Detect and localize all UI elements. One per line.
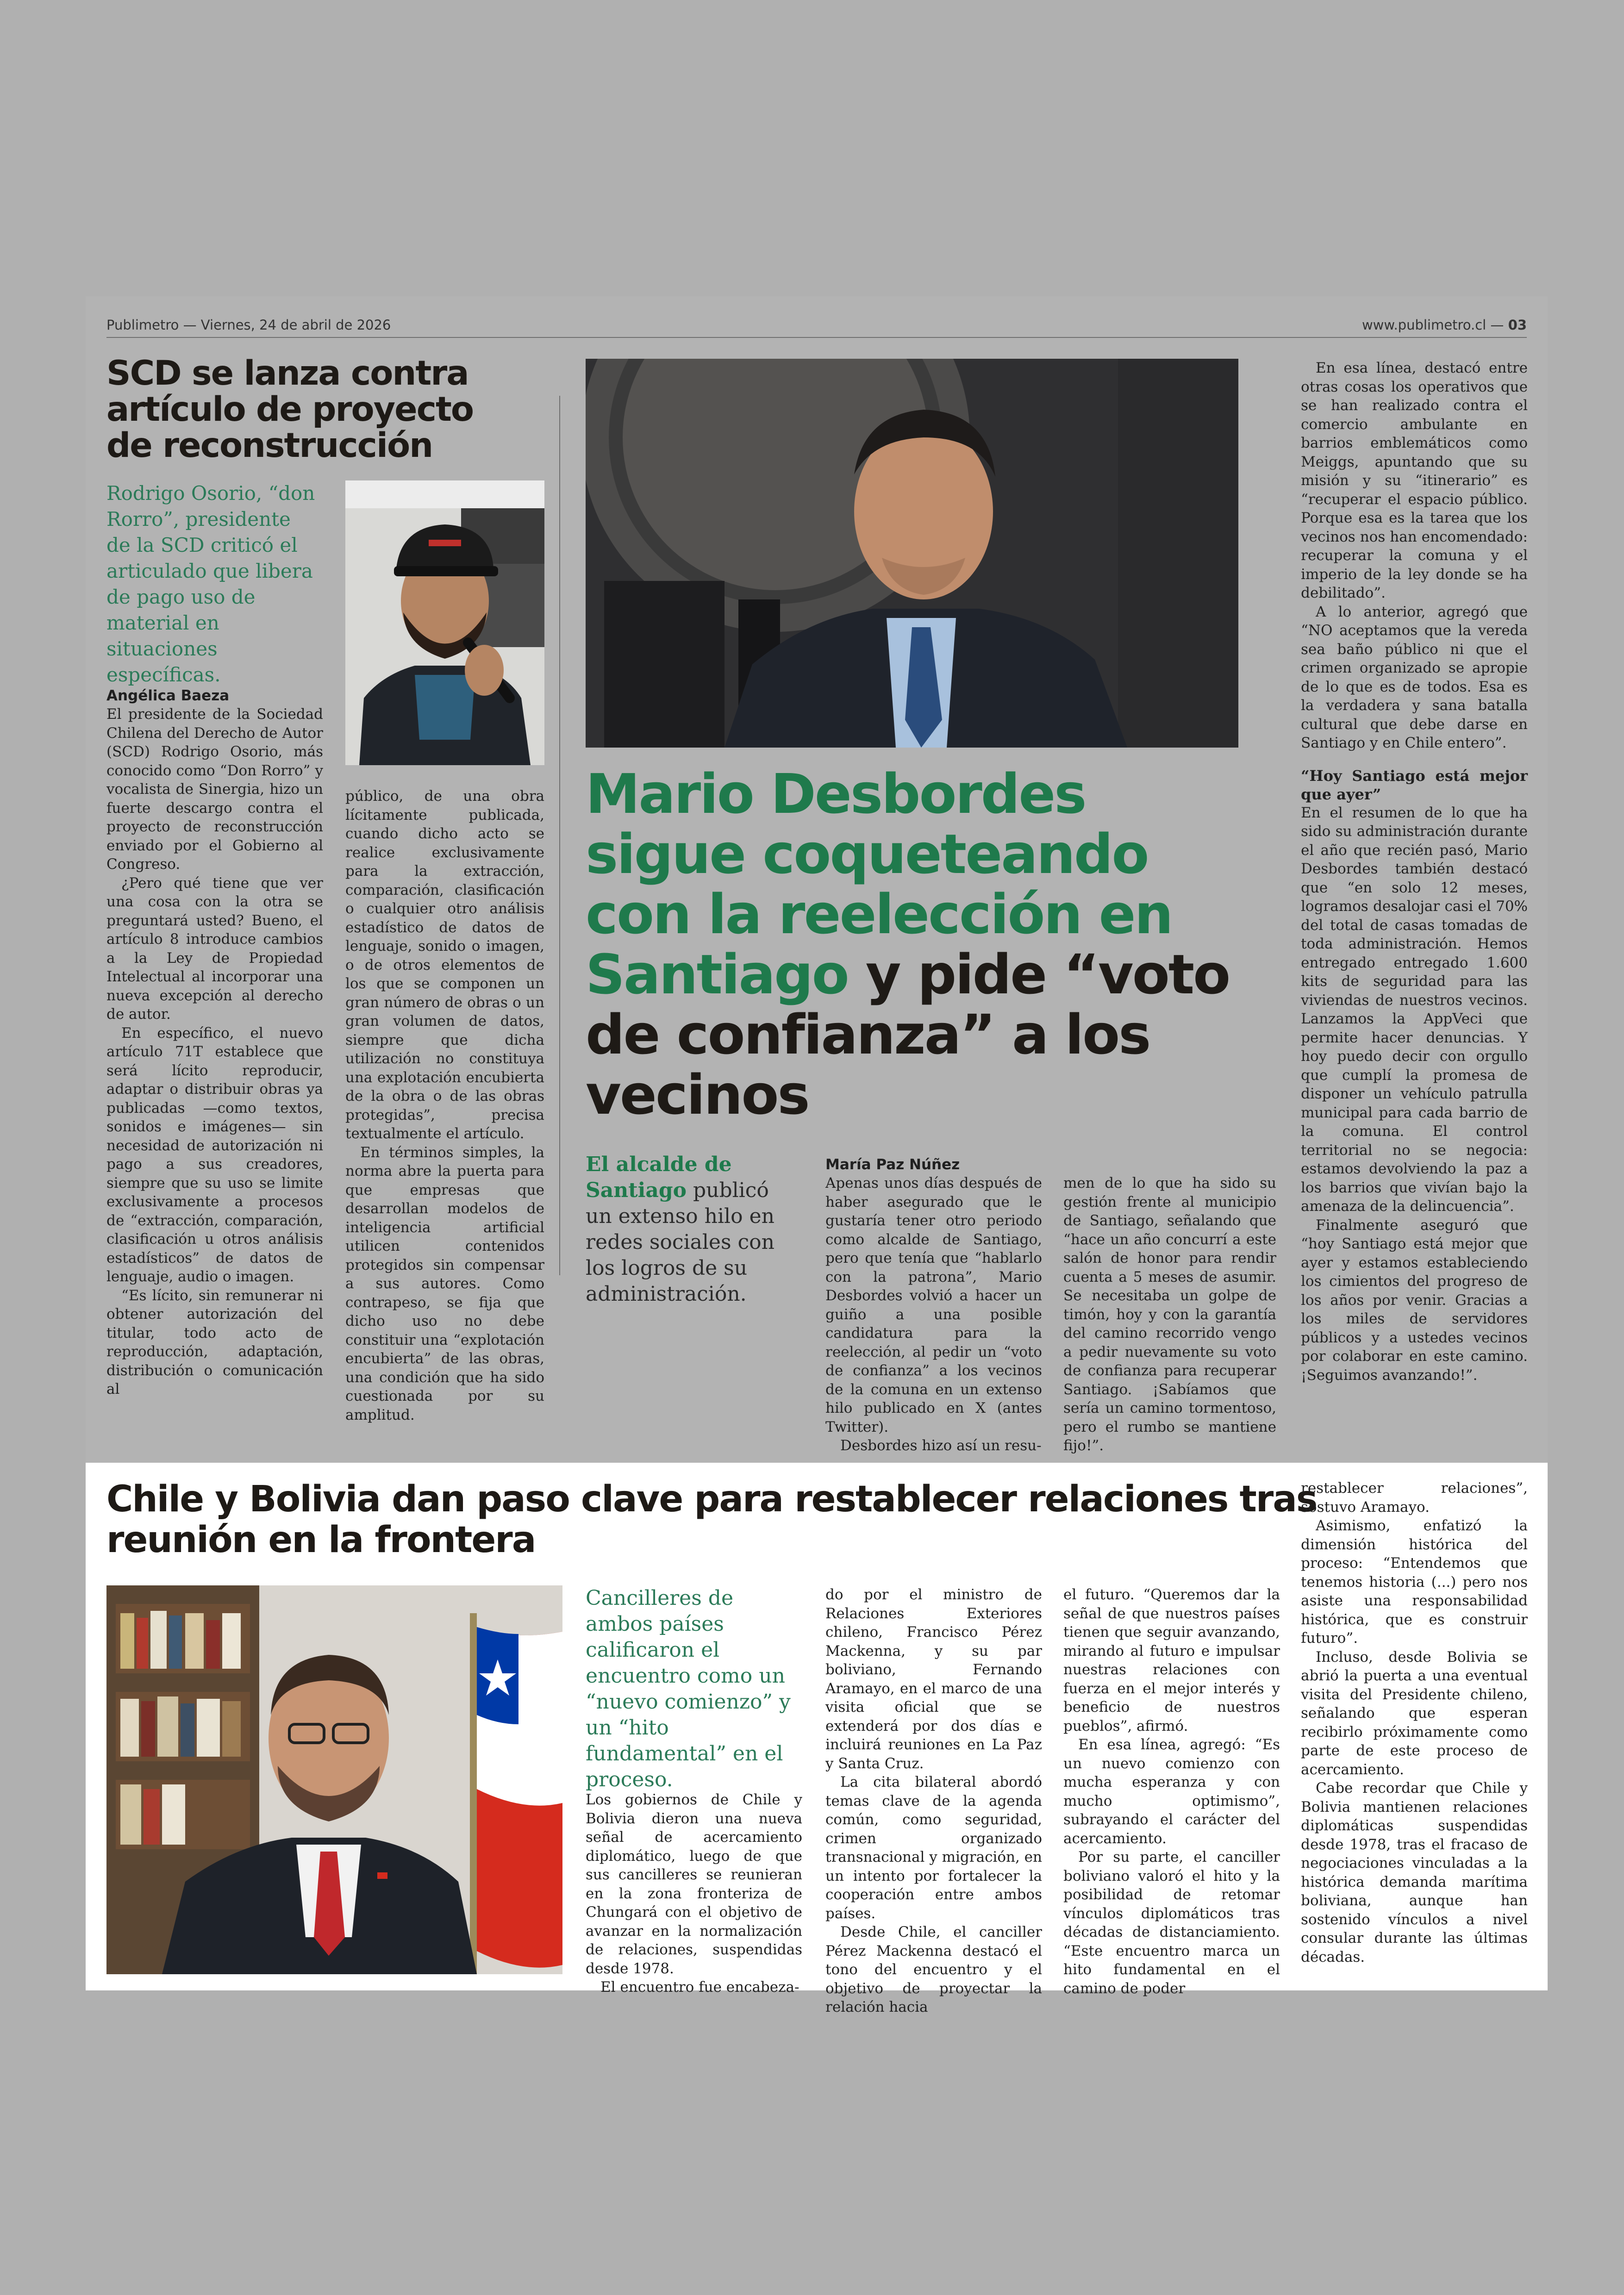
bolivia-title: Chile y Bolivia dan paso clave para restablecer relaciones tras reunión en la frontera — [106, 1478, 1317, 1561]
newspaper-page — [86, 296, 1548, 2015]
column-divider — [559, 396, 560, 1275]
scd-title: SCD se lanza contra artículo de proyecto de reconstrucción — [106, 354, 474, 465]
header-rule — [106, 337, 1527, 338]
scd-paragraph: público, de una obra lícitamente publicada, cuando dicho acto se realice exclusivamente para la extracción, comparación, clasificación o cualquier otro análisis estadístico de datos de lenguaje, sonido o imagen, o de otros elementos de los que se componen un gran número de obras o un gran volumen de datos, siempre que dicha utilización no constituya una explotación encubierta de la obra o de las obras protegidas”, precisa textualmente el artículo. — [345, 788, 544, 1142]
desbordes-paragraph: En el resumen de lo que ha sido su administración durante el año que recién pasó, Mario Desbordes también destacó que “en solo 12 meses, logramos desalojar casi el 70% del total de casas tomadas de toda administración. Hemos entregado entregado 1.600 kits de seguridad para las viviendas de nuestros vecinos. Lanzamos la AppVeci que permite hacer denuncias. Y hoy puedo decir con orgullo que cumplí la promesa de disponer un vehículo patrulla municipal para cada barrio de la comuna. El control territorial no se negocia: estamos devolviendo la paz a los barrios que vivían bajo la amenaza de la delincuencia”. — [1301, 804, 1528, 1215]
desbordes-paragraph: men de lo que ha sido su gestión frente al municipio de Santiago, señalando que “hace un año concurrí a este salón de honor para rendir cuenta a 5 meses de asumir. Se necesitaba un golpe de timón, hoy y con la garantía del camino recorrido vengo a pedir nuevamente su voto de confianza para recuperar Santiago. ¡Sabíamos que sería un camino tormentoso, pero el rumbo se mantiene fijo!”. — [1063, 1175, 1276, 1454]
header-site: www.publimetro.cl — [1362, 317, 1487, 333]
bolivia-paragraph: Desde Chile, el canciller Pérez Mackenna destacó el tono del encuentro y el objetivo de proyectar la relación hacia — [825, 1924, 1042, 2015]
desbordes-subhead: “Hoy Santiago está mejor que ayer” — [1301, 767, 1528, 803]
scd-paragraph: ¿Pero qué tiene que ver una cosa con la otra se preguntará usted? Bueno, el artículo 8 introduce cambios a la Ley de Propiedad Intelectual al incorporar una nueva excepción al derecho de autor. — [106, 874, 323, 1023]
desbordes-column-1 — [825, 1174, 1042, 1455]
page-number: 03 — [1508, 317, 1527, 333]
bolivia-column-2 — [825, 1585, 1042, 2017]
desbordes-title — [586, 764, 1243, 1125]
desbordes-paragraph: Apenas unos días después de haber asegurado que le gustaría tener otro periodo como alcalde de Santiago, pero que tenía que “hablarlo con la patrona”, Mario Desbordes volvió a hacer un guiño a una posible candidatura para la reelección, al pedir un “voto de confianza” a los vecinos de la comuna en un extenso hilo publicado en X (antes Twitter). — [825, 1175, 1042, 1435]
bolivia-paragraph: El encuentro fue encabeza- — [600, 1979, 800, 1996]
osorio-portrait-image — [345, 480, 544, 765]
desbordes-title-green: Mario Desbordes sigue coqueteando con la reelección en Santiago — [586, 762, 1172, 1006]
bolivia-paragraph: Cabe recordar que Chile y Bolivia mantienen relaciones diplomáticas suspendidas desde 1978, tras el fracaso de negociaciones vinculadas a la histórica demanda marítima boliviana, aunque han sostenido vínculos a nivel consular durante las últimas décadas. — [1301, 1780, 1528, 1965]
scd-paragraph: En términos simples, la norma abre la puerta para que empresas que desarrollan modelos de inteligencia artificial utilicen contenidos protegidos sin compensar a sus autores. Como contrapeso, se fija que dicho uso no debe constituir una “explotación encubierta” de las obras, una condición que ha sido cuestionada por su amplitud. — [345, 1144, 544, 1423]
desbordes-portrait-image — [586, 359, 1238, 748]
bolivia-column-1 — [586, 1790, 802, 1997]
bolivia-paragraph: Los gobiernos de Chile y Bolivia dieron una nueva señal de acercamiento diplomático, luego de que sus cancilleres se reunieran en la zona fronteriza de Chungará con el objetivo de avanzar en la normalización de relaciones, suspendidas desde 1978. — [586, 1791, 802, 1977]
bolivia-photo — [106, 1585, 562, 1974]
bolivia-column-4 — [1301, 1479, 1528, 1966]
desbordes-column-2 — [1063, 1174, 1276, 1455]
scd-author: Angélica Baeza — [106, 687, 230, 704]
desbordes-paragraph: Finalmente aseguró que “hoy Santiago está mejor que ayer y estamos estableciendo los cimientos del progreso de los años por venir. Gracias a los miles de servidores públicos y a ustedes vecinos por colaborar en este camino. ¡Seguimos avanzando!”. — [1301, 1216, 1528, 1384]
desbordes-column-3 — [1301, 359, 1528, 1384]
bolivia-paragraph: Por su parte, el canciller boliviano valoró el hito y la posibilidad de retomar vínculos diplomáticos tras décadas de distanciamiento. “Este encuentro marca un hito fundamental en el camino de poder — [1063, 1849, 1280, 1997]
header-right — [1362, 317, 1527, 333]
bolivia-paragraph: Incluso, desde Bolivia se abrió la puerta a una eventual visita del Presidente chileno, señalando que esperan recibirlo próximamente como parte de este proceso de acercamiento. — [1301, 1648, 1528, 1778]
bolivia-column-3 — [1063, 1585, 1280, 1998]
scd-paragraph: El presidente de la Sociedad Chilena del Derecho de Autor (SCD) Rodrigo Osorio, más conocido como “Don Rorro” y vocalista de Sinergia, hizo un fuerte descargo contra el proyecto de reconstrucción enviado por el Gobierno al Congreso. — [106, 706, 323, 873]
header-sep: — — [1486, 317, 1508, 333]
scd-photo-osorio — [345, 480, 544, 765]
bolivia-paragraph: restablecer relaciones”, sostuvo Aramayo. — [1301, 1480, 1528, 1515]
desbordes-deck-green: El alcalde de Santiago — [586, 1153, 732, 1202]
scd-paragraph: En específico, el nuevo artículo 71T establece que será lícito reproducir, adaptar o distribuir obras ya publicadas —como textos, sonidos e imágenes— sin necesidad de autorización ni pago a sus creadores, siempre que su uso se limite exclusivamente a procesos de “extracción, comparación, clasificación u otros análisis estadísticos” de datos de lenguaje, audio o imagen. — [106, 1024, 323, 1285]
bolivia-paragraph: do por el ministro de Relaciones Exteriores chileno, Francisco Pérez Mackenna, y su par boliviano, Fernando Aramayo, en el marco de una visita oficial que se extenderá por dos días e incluirá reuniones en La Paz y Santa Cruz. — [825, 1586, 1042, 1772]
desbordes-paragraph: Desbordes hizo así un resu- — [840, 1437, 1042, 1454]
desbordes-photo — [586, 359, 1238, 748]
scd-deck: Rodrigo Osorio, “don Rorro”, presidente de la SCD criticó el articulado que libera de pago uso de material en situaciones específicas. — [106, 482, 315, 686]
bolivia-paragraph: La cita bilateral abordó temas clave de la agenda común, como seguridad, crimen organizado transnacional y migración, en un intento por fortalecer la cooperación entre ambos países. — [825, 1774, 1042, 1922]
scd-column-1 — [106, 705, 323, 1399]
desbordes-paragraph: A lo anterior, agregó que “NO aceptamos que la vereda sea baño público ni que el crimen organizado se apropie de lo que es de todos. Esa es la verdadera y sana batalla cultural que debe darse en Santiago y en Chile entero”. — [1301, 603, 1528, 751]
bolivia-paragraph: Asimismo, enfatizó la dimensión histórica del proceso: “Entendemos que tenemos historia (...) pero nos asiste una responsabilidad histórica, que es construir futuro”. — [1301, 1517, 1528, 1646]
header-date: Publimetro — Viernes, 24 de abril de 2026 — [106, 317, 391, 333]
desbordes-deck-rest: publicó un extenso hilo en redes sociales con los logros de su administración. — [586, 1179, 775, 1306]
desbordes-author: María Paz Núñez — [825, 1156, 960, 1173]
desbordes-title-dark: y pide “voto de confianza” a los vecinos — [586, 942, 1230, 1127]
bolivia-paragraph: En esa línea, agregó: “Es un nuevo comienzo con mucha esperanza y con mucho optimismo”, subrayando el carácter del acercamiento. — [1063, 1736, 1280, 1847]
desbordes-paragraph: En esa línea, destacó entre otras cosas los operativos que se han realizado contra el comercio ambulante en barrios emblemáticos como Meiggs, apuntando que su misión y su “itinerario” es “recuperar el espacio público. Porque esa es la tarea que los vecinos nos han encomendado: recuperar la comuna y el imperio de la ley donde se ha debilitado”. — [1301, 360, 1528, 601]
bolivia-deck: Cancilleres de ambos países calificaron el encuentro como un “nuevo comienzo” y un “hito fundamental” en el proceso. — [586, 1586, 791, 1791]
scd-column-2 — [345, 787, 544, 1424]
desbordes-deck — [586, 1152, 780, 1307]
canciller-portrait-image — [106, 1585, 562, 1974]
scd-paragraph: “Es lícito, sin remunerar ni obtener autorización del titular, todo acto de reproducción, adaptación, distribución o comunicación al — [106, 1287, 323, 1397]
bolivia-paragraph: el futuro. “Queremos dar la señal de que nuestros países tienen que seguir avanzando, mirando al futuro e impulsar nuestras relaciones con fuerza en el mejor interés y beneficio de nuestros pueblos”, afirmó. — [1063, 1586, 1280, 1734]
